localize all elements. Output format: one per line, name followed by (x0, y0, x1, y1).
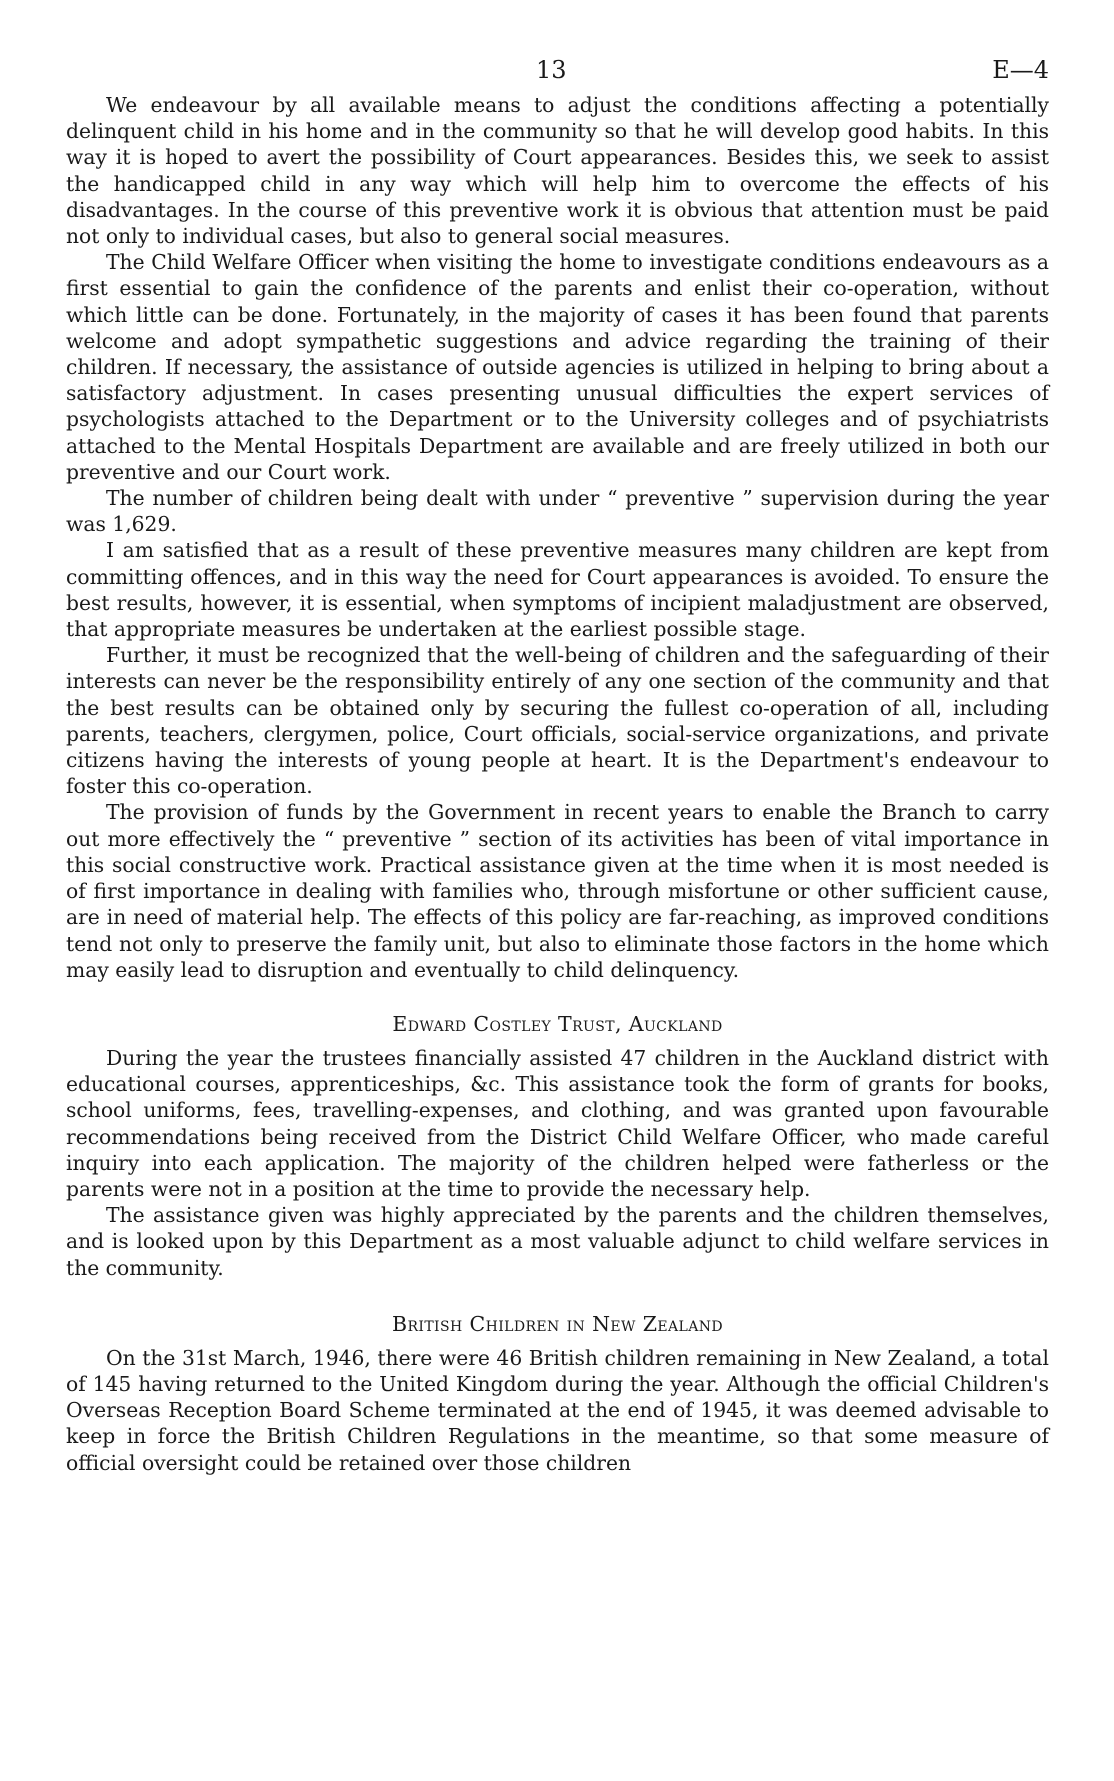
paragraph: I am satisfied that as a result of these preventive measures many children are kept from committing offences, and in this way the need for Court appearances is avoided. To ensure the best results, however, it is essential, when symptoms of incipient maladjustment are observed, that appropriate measures be undertaken at the earliest possible stage. (66, 538, 1049, 642)
paragraph: During the year the trustees financially assisted 47 children in the Auckland district with educational courses, apprenticeships, &c. This assistance took the form of grants for books, school uniforms, fees, travelling-expenses, and clothing, and was granted upon favourable recommendations being received from the District Child Welfare Officer, who made careful inquiry into each application. The majority of the children helped were fatherless or the parents were not in a position at the time to provide the necessary help. (66, 1045, 1049, 1201)
body-text (66, 92, 1049, 1476)
page-header (66, 48, 1049, 92)
paragraph: The provision of funds by the Government in recent years to enable the Branch to carry out more effectively the “ preventive ” section of its activities has been of vital importance in this social constructive work. Practical assistance given at the time when it is most needed is of first importance in dealing with families who, through misfortune or other sufficient cause, are in need of material help. The effects of this policy are far-reaching, as improved conditions tend not only to preserve the family unit, but also to eliminate those factors in the home which may easily lead to disruption and eventually to child delinquency. (66, 800, 1049, 982)
paragraph: The assistance given was highly appreciated by the parents and the children themselves, and is looked upon by this Department as a most valuable adjunct to child welfare services in the community. (66, 1203, 1049, 1280)
paragraph: The Child Welfare Officer when visiting the home to investigate conditions endeavours as a first essential to gain the confidence of the parents and enlist their co-operation, without which little can be done. Fortunately, in the majority of cases it has been found that parents welcome and adopt sympathetic suggestions and advice regarding the training of their children. If necessary, the assistance of outside agencies is utilized in helping to bring about a satisfactory adjustment. In cases presenting unusual difficulties the expert services of psychologists attached to the Department or to the University colleges and of psychiatrists attached to the Mental Hospitals Department are available and are freely utilized in both our preventive and our Court work. (66, 250, 1049, 484)
paragraph: The number of children being dealt with under “ preventive ” supervision during the year was 1,629. (66, 486, 1049, 537)
paragraph: On the 31st March, 1946, there were 46 British children remaining in New Zealand, a total of 145 having returned to the United Kingdom during the year. Although the official Children's Overseas Reception Board Scheme terminated at the end of 1945, it was deemed advisable to keep in force the British Children Regulations in the meantime, so that some measure of official oversight could be retained over those children (66, 1345, 1049, 1475)
paragraph: Further, it must be recognized that the well-being of children and the safeguarding of their interests can never be the responsibility entirely of any one section of the community and that the best results can be obtained only by securing the fullest co-operation of all, including parents, teachers, clergymen, police, Court officials, social-service organizations, and private citizens having the interests of young people at heart. It is the Department's endeavour to foster this co-operation. (66, 643, 1049, 799)
section-heading-costley-trust: Edward Costley Trust, Auckland (392, 1011, 723, 1036)
page-number: 13 (536, 56, 567, 84)
paragraph: We endeavour by all available means to adjust the conditions affecting a potentially delinquent child in his home and in the community so that he will develop good habits. In this way it is hoped to avert the possibility of Court appearances. Besides this, we seek to assist the handicapped child in any way which will help him to overcome the effects of his disadvantages. In the course of this preventive work it is obvious that attention must be paid not only to individual cases, but also to general social measures. (66, 93, 1049, 249)
series-code: E—4 (992, 56, 1049, 84)
section-heading-british-children: British Children in New Zealand (391, 1311, 723, 1336)
